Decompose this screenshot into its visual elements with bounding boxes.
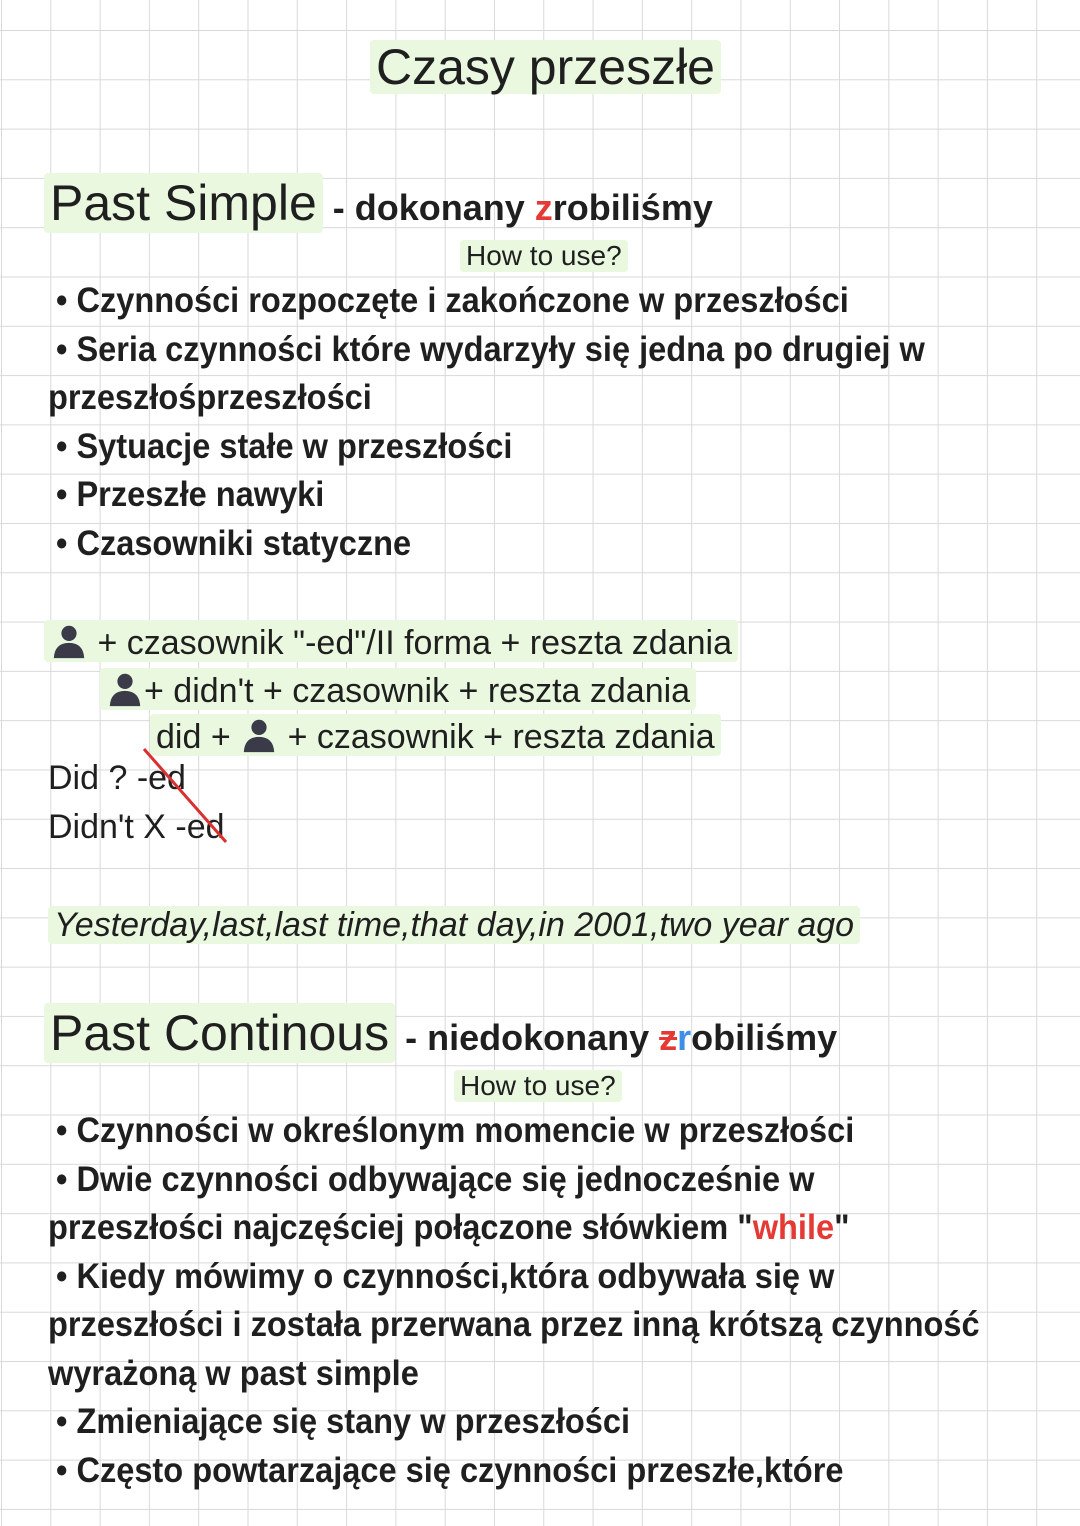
subtitle-rest: robiliśmy: [552, 187, 713, 228]
person-icon: [50, 622, 88, 660]
subtitle-dash: - niedokonany: [395, 1017, 660, 1058]
bullet: • Zmieniające się stany w przeszłości: [56, 1402, 631, 1441]
page-title: Czasy przeszłe: [370, 40, 721, 94]
time-expressions: Yesterday,last,last time,that day,in 2001,two year ago: [48, 906, 860, 944]
bullet: • Często powtarzające się czynności przeszłe,które: [56, 1451, 844, 1490]
how-to-use-label: How to use?: [460, 240, 628, 272]
bullet: • Czynności rozpoczęte i zakończone w przeszłości: [56, 281, 849, 320]
negative-note: Didn't X -ed: [48, 808, 225, 846]
past-simple-heading: Past Simple: [44, 173, 323, 233]
bullet: • Przeszłe nawyki: [56, 475, 325, 514]
bullet: • Czasowniki statyczne: [56, 524, 412, 563]
formula-affirmative: + czasownik "-ed"/II forma + reszta zdania: [44, 620, 738, 662]
bullet: • Czynności w określonym momencie w przeszłości: [56, 1111, 855, 1150]
bullet: • Dwie czynności odbywające się jednocześnie w: [56, 1160, 815, 1199]
while-word: while: [752, 1208, 835, 1247]
subtitle-red-letter: z: [534, 187, 553, 228]
bullet-continuation: przeszłośprzeszłości: [48, 378, 372, 417]
formula-question: did + + czasownik + reszta zdania: [150, 714, 721, 756]
subtitle-rest: obiliśmy: [691, 1017, 838, 1058]
how-to-use-label: How to use?: [454, 1070, 622, 1102]
bullet-continuation: wyrażoną w past simple: [48, 1354, 419, 1393]
strike-line: [140, 745, 230, 845]
subtitle-red-letter: z: [659, 1017, 678, 1058]
formula-negative: + didn't + czasownik + reszta zdania: [100, 668, 696, 710]
subtitle-blue-letter: r: [677, 1017, 692, 1058]
bullet-continuation: przeszłości i została przerwana przez inną krótszą czynność: [48, 1305, 980, 1344]
subtitle-dash: - dokonany: [322, 187, 535, 228]
bullet-continuation: przeszłości najczęściej połączone słówkiem "while": [48, 1208, 850, 1247]
bullet: • Sytuacje stałe w przeszłości: [56, 427, 513, 466]
past-continuous-heading: Past Continous: [44, 1003, 395, 1063]
past-continuous-heading-row: [44, 1005, 838, 1061]
question-note: Did ? -ed: [48, 759, 186, 797]
bullet: • Kiedy mówimy o czynności,która odbywała się w: [56, 1257, 835, 1296]
past-simple-heading-row: [44, 175, 713, 231]
person-icon: [106, 670, 144, 708]
bullet: • Seria czynności które wydarzyły się jedna po drugiej w: [56, 330, 925, 369]
person-icon: [240, 716, 278, 754]
